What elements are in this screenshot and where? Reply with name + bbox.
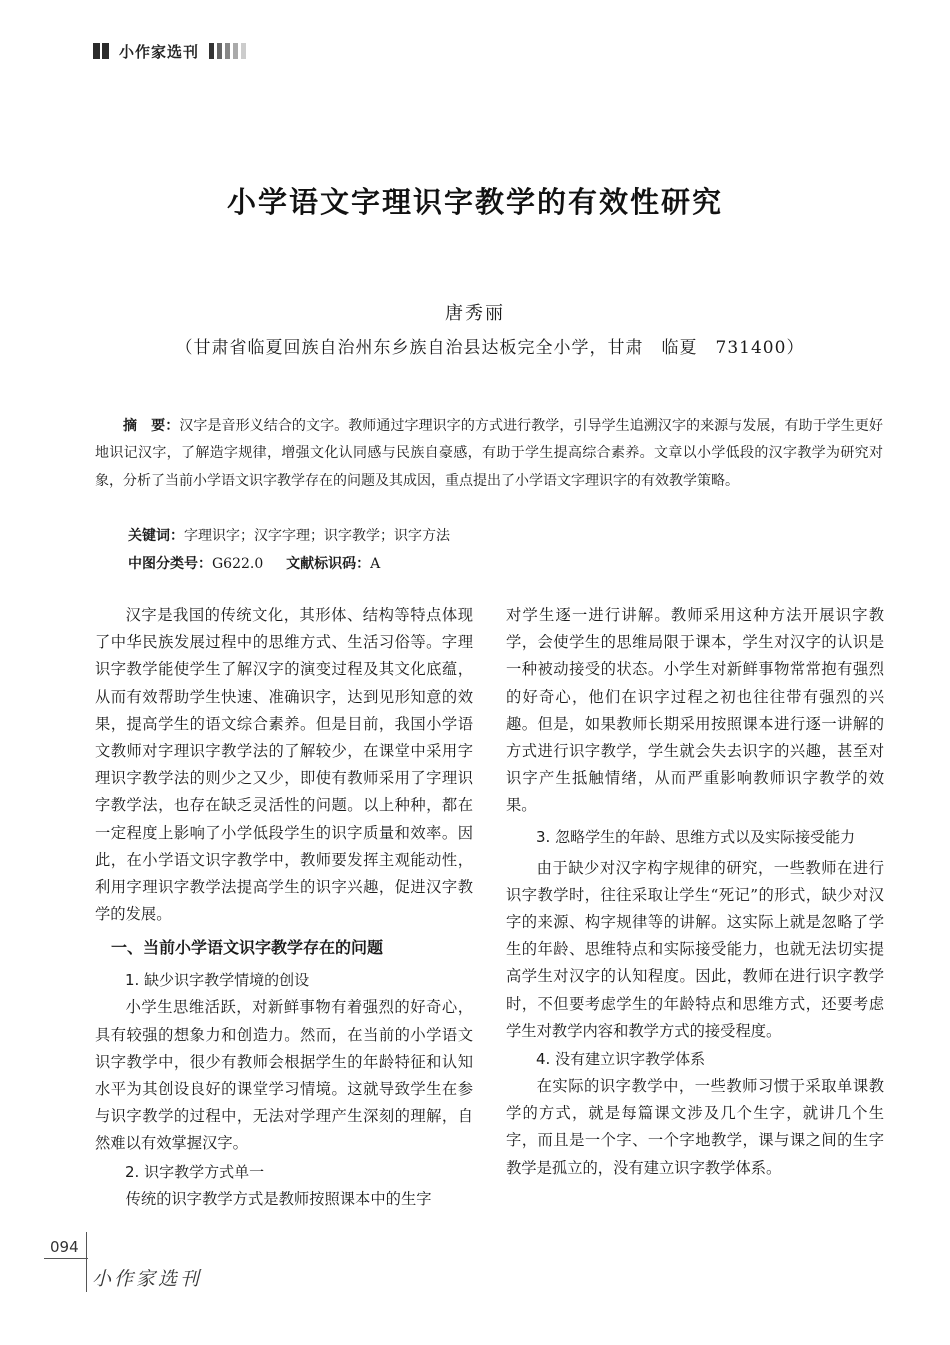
abstract <box>95 413 883 495</box>
subsection-heading-1: 1. 缺少识字教学情境的创设 <box>125 971 310 990</box>
classification <box>128 553 380 573</box>
subsection-heading-2: 2. 识字教学方式单一 <box>125 1162 265 1181</box>
keywords <box>128 525 450 545</box>
keywords-label: 关键词： <box>128 528 184 544</box>
doc-code-value: A <box>370 556 381 572</box>
paragraph: 对学生逐一进行讲解。教师采用这种方法开展识字教学，会使学生的思维局限于课本，学生对汉字的认识是一种被动接受的状态。小学生对新鲜事物常常抱有强烈的好奇心，他们在识字过程之初也往往带有强烈的兴趣。但是，如果教师长期采用按照课本进行逐一讲解的方式进行识字教学，学生就会失去识字的兴趣，甚至对识字产生抵触情绪，从而严重影响教师识字教学的效果。 <box>506 606 884 815</box>
clc-value: G622.0 <box>212 556 264 572</box>
author-name: 唐秀丽 <box>445 303 505 324</box>
section-heading-1: 一、当前小学语文识字教学存在的问题 <box>111 938 384 958</box>
paragraph: 由于缺少对汉字构字规律的研究，一些教师在进行识字教学时，往往采取让学生“死记”的形式，缺少对汉字的来源、构字规律等的讲解。这实际上就是忽略了学生的年龄、思维特点和实际接受能力，也就无法切实提高学生对汉字的认知程度。因此，教师在进行识字教学时，不但要考虑学生的年龄特点和思维方式，还要考虑学生对教学内容和教学方式的接受程度。 <box>506 858 884 1040</box>
running-header <box>93 40 249 62</box>
header-bar-icon <box>241 43 246 59</box>
subsection-heading-4: 4. 没有建立识字教学体系 <box>536 1050 706 1069</box>
journal-name: 小作家选刊 <box>119 42 200 61</box>
paragraph: 在实际的识字教学中，一些教师习惯于采取单课教学的方式，就是每篇课文涉及几个生字，就讲几个生字，而且是一个字、一个字地教学，课与课之间的生字教学是孤立的，没有建立识字教学体系。 <box>506 1077 884 1177</box>
paragraph: 小学生思维活跃，对新鲜事物有着强烈的好奇心，具有较强的想象力和创造力。然而，在当前的小学语文识字教学中，很少有教师会根据学生的年龄特征和认知水平为其创设良好的课堂学习情境。这就导致学生在参与识字教学的过程中，无法对学理产生深刻的理解，自然难以有效掌握汉字。 <box>95 998 473 1153</box>
header-bar-icon <box>233 43 238 59</box>
page-number: 094 <box>50 1238 79 1256</box>
subsection-heading-3: 3. 忽略学生的年龄、思维方式以及实际接受能力 <box>536 827 856 846</box>
header-bar-icon <box>209 43 214 59</box>
author-affiliation: （甘肃省临夏回族自治州东乡族自治县达板完全小学，甘肃 临夏 731400） <box>175 338 805 358</box>
article-title: 小学语文字理识字教学的有效性研究 <box>226 185 723 219</box>
abstract-text: 汉字是音形义结合的文字。教师通过字理识字的方式进行教学，引导学生追溯汉字的来源与发展，有助于学生更好地识记汉字，了解造字规律，增强文化认同感与民族自豪感，有助于学生提高综合素养。文章以小学低段的汉字教学为研究对象，分析了当前小学语文识字教学存在的问题及其成因，重点提出了小学语文字理识字的有效教学策略。 <box>95 418 884 489</box>
journal-logo: 小作家选刊 <box>92 1268 203 1290</box>
doc-code-label: 文献标识码： <box>286 556 371 572</box>
paragraph: 传统的识字教学方式是教师按照课本中的生字 <box>125 1189 432 1208</box>
keywords-text: 字理识字；汉字字理；识字教学；识字方法 <box>184 528 450 544</box>
right-column <box>506 602 884 1182</box>
abstract-label: 摘 要： <box>123 418 180 434</box>
left-column <box>95 602 473 1213</box>
header-bar-icon <box>225 43 230 59</box>
clc-label: 中图分类号： <box>128 556 212 572</box>
header-bar-icon <box>217 43 222 59</box>
header-block-icon <box>102 43 109 59</box>
header-block-icon <box>93 43 100 59</box>
footer-rule <box>44 1258 88 1259</box>
intro-paragraph: 汉字是我国的传统文化，其形体、结构等特点体现了中华民族发展过程中的思维方式、生活习俗等。字理识字教学能使学生了解汉字的演变过程及其文化底蕴，从而有效帮助学生快速、准确识字，达到见形知意的效果，提高学生的语文综合素养。但是目前，我国小学语文教师对字理识字教学法的了解较少，在课堂中采用字理识字教学法的则少之又少，即使有教师采用了字理识字教学法，也存在缺乏灵活性的问题。以上种种，都在一定程度上影响了小学低段学生的识字质量和效率。因此，在小学语文识字教学中，教师要发挥主观能动性，利用字理识字教学法提高学生的识字兴趣，促进汉字教学的发展。 <box>95 606 473 924</box>
footer-divider <box>86 1232 87 1292</box>
